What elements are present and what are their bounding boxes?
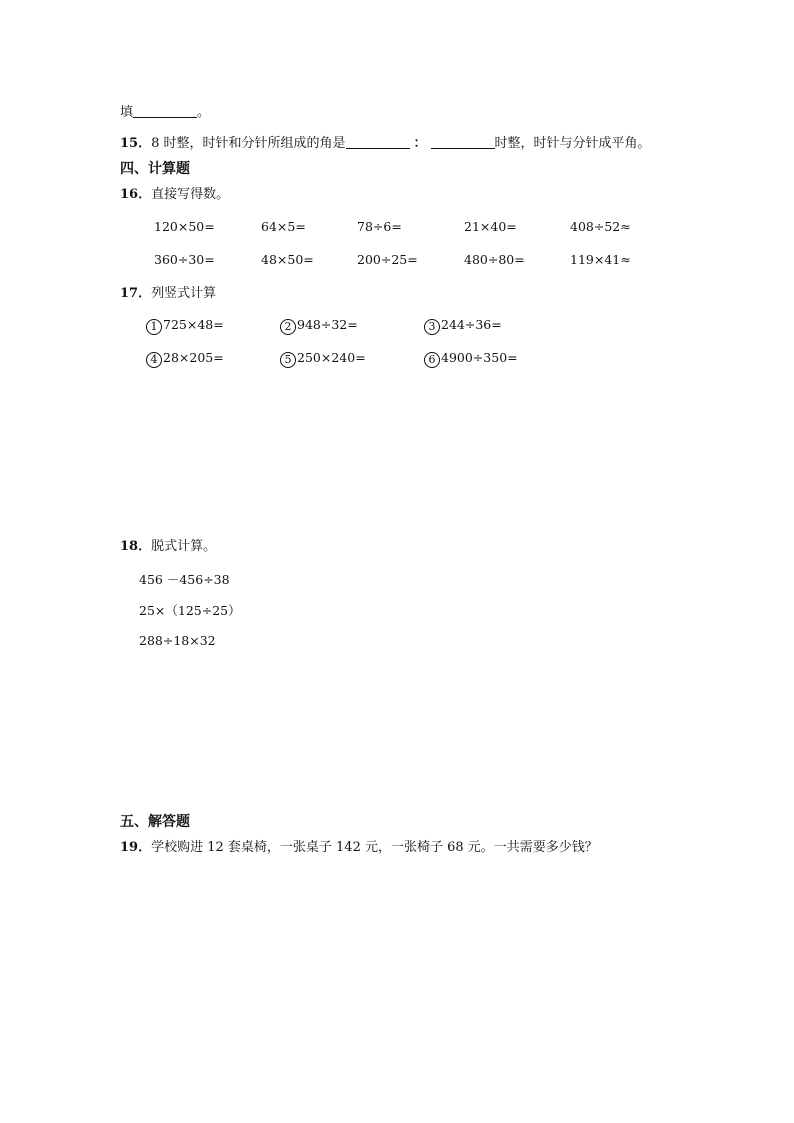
- oral-calc-item: 200÷25=: [357, 252, 418, 267]
- question-16: [120, 186, 229, 204]
- oral-calc-item: 48×50=: [261, 252, 314, 267]
- vertical-calc-item: [280, 350, 366, 368]
- oral-calc-item: 360÷30=: [154, 252, 215, 267]
- circled-number-icon: 5: [280, 352, 296, 368]
- vertical-calc-expr: 244÷36=: [441, 317, 502, 332]
- vertical-calc-item: [280, 317, 358, 335]
- question-15: [120, 134, 651, 153]
- step-calc-expr: 288÷18×32: [139, 633, 216, 648]
- q14-prefix: 填: [120, 105, 134, 120]
- question-19: [120, 839, 598, 857]
- answer-blank[interactable]: [346, 134, 410, 149]
- answer-blank[interactable]: [431, 134, 495, 149]
- question-number: 17．: [120, 286, 152, 301]
- vertical-calc-item: [424, 317, 502, 335]
- question-number: 15．: [120, 136, 152, 151]
- vertical-calc-item: [146, 317, 224, 335]
- question-text: 学校购进 12 套桌椅，一张桌子 142 元，一张椅子 68 元。一共需要多少钱？: [151, 840, 598, 855]
- separator: ：: [413, 136, 427, 151]
- section-heading: 五、解答题: [120, 814, 190, 830]
- vertical-calc-expr: 250×240=: [297, 350, 366, 365]
- oral-calc-item: 64×5=: [261, 219, 306, 234]
- circled-number-icon: 4: [146, 352, 162, 368]
- vertical-calc-expr: 4900÷350=: [441, 350, 518, 365]
- question-text: 时整，时针与分针成平角。: [494, 136, 651, 151]
- step-calc-expr: 25×（125÷25）: [139, 603, 241, 618]
- question-text: 列竖式计算: [151, 286, 217, 301]
- question-text: 脱式计算。: [151, 539, 217, 554]
- circled-number-icon: 2: [280, 319, 296, 335]
- oral-calc-item: 480÷80=: [464, 252, 525, 267]
- step-calc-expr: 456 －456÷38: [139, 572, 230, 587]
- question-number: 19．: [120, 840, 152, 855]
- question-text: 直接写得数。: [151, 187, 230, 202]
- oral-calc-item: 408÷52≈: [570, 219, 631, 234]
- question-text: 8 时整，时针和分针所组成的角是: [151, 136, 346, 151]
- question-18: [120, 538, 216, 556]
- oral-calc-item: 78÷6=: [357, 219, 402, 234]
- circled-number-icon: 3: [424, 319, 440, 335]
- circled-number-icon: 1: [146, 319, 162, 335]
- question-number: 18．: [120, 539, 152, 554]
- vertical-calc-item: [424, 350, 518, 368]
- vertical-calc-expr: 948÷32=: [297, 317, 358, 332]
- answer-blank[interactable]: [133, 103, 197, 118]
- oral-calc-item: 21×40=: [464, 219, 517, 234]
- question-17: [120, 285, 216, 303]
- q14-tail: [120, 103, 210, 122]
- vertical-calc-expr: 28×205=: [163, 350, 224, 365]
- oral-calc-item: 120×50=: [154, 219, 215, 234]
- section-heading: 四、计算题: [120, 161, 190, 177]
- oral-calc-item: 119×41≈: [570, 252, 631, 267]
- vertical-calc-expr: 725×48=: [163, 317, 224, 332]
- vertical-calc-item: [146, 350, 224, 368]
- circled-number-icon: 6: [424, 352, 440, 368]
- question-number: 16．: [120, 187, 152, 202]
- q14-suffix: 。: [197, 105, 211, 120]
